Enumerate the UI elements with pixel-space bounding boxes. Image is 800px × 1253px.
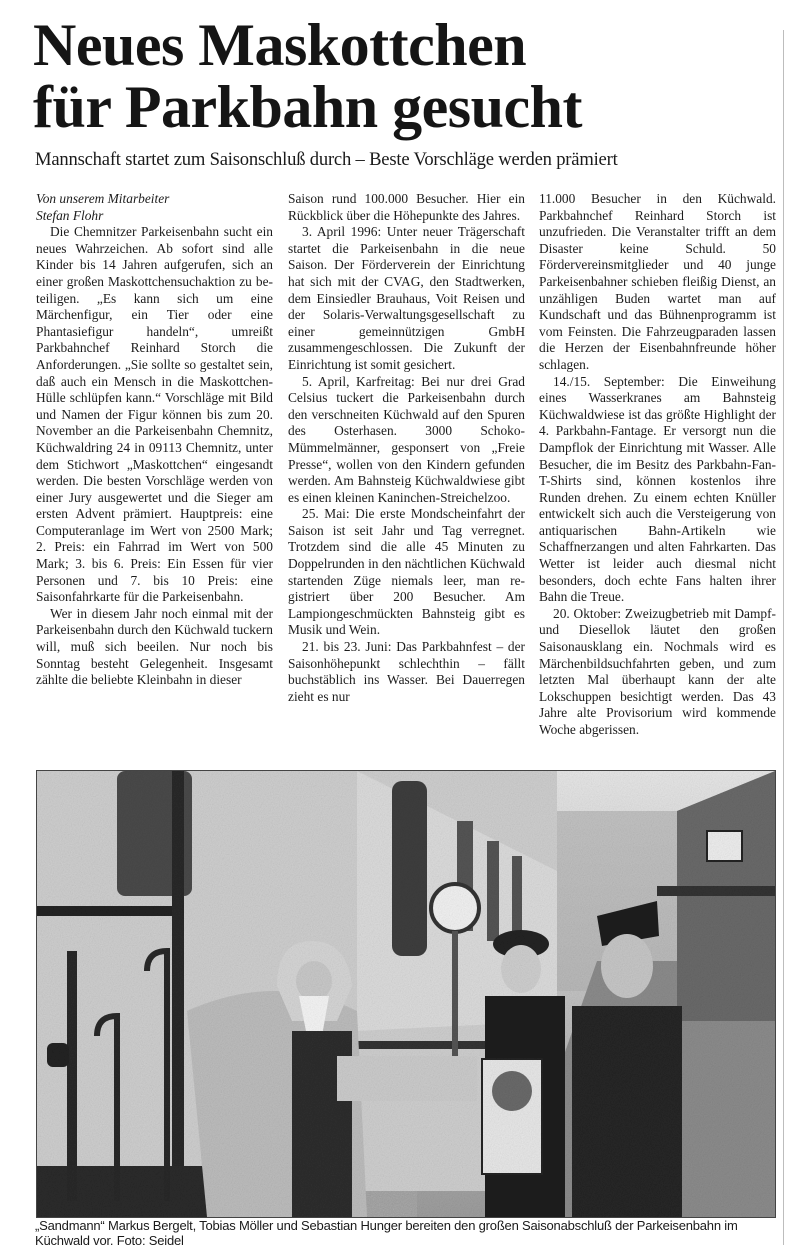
headline: [33, 14, 773, 138]
page-edge-divider: [783, 30, 784, 1245]
paragraph: Die Chemnitzer Parkeisenbahn sucht ein neues Wahrzeichen. Ab sofort sind alle Kinder bis 14 Jahren aufgerufen, sich an einer großen Maskottchensuchaktion zu beteiligen. „Es kann sich um eine Märchenfigur, ein Tier oder eine Phantasiefigur handeln“, umreißt Parkbahnchef Reinhard Storch die Anforderungen. „Sie sollte so gestaltet sein, daß auch ein Mensch in die Maskottchen-Hülle schlüpfen kann.“ Vorschläge mit Bild und Namen der Figur können bis zum 20. November an die Parkeisenbahn Chemnitz, Küchwaldring 24 in 09113 Chemnitz, unter dem Stichwort „Maskottchen“ eingesandt werden. Die besten Vorschläge werden von einer Jury ausgewertet und die Sieger am ersten Advent prämiert. Hauptpreis: eine Computeranlage im Wert von 2500 Mark; 2. Preis: ein Fahrrad im Wert von 500 Mark; 3. bis 6. Preis: Ein Essen für vier Personen und 7. bis 10 Preis: eine Saisonfahrkarte für die Parkeisenbahn.: [36, 224, 273, 605]
article-body: [36, 191, 776, 751]
column-1: [36, 191, 273, 689]
headline-line-1: Neues Maskottchen: [33, 12, 527, 78]
byline-author: Stefan Flohr: [36, 207, 104, 223]
column-3: [539, 191, 776, 739]
paragraph: 3. April 1996: Unter neuer Trägerschaft startet die Parkeisenbahn in die neue Saison. Der Förderverein der Einrichtung hat sich mit der CVAG, den Stadtwerken, dem Einsiedler Brauhaus, Voit Reisen und der Solaris-Verwaltungsgesellschaft zu einer gemeinnützigen GmbH zusammengeschlossen. Die Zukunft der Einrichtung ist somit gesichert.: [288, 224, 525, 372]
paragraph: 14./15. September: Die Einweihung eines Wasserkranes am Bahnsteig Küchwaldwiese ist das größte Highlight der 4. Parkbahn-Fantage. Er versorgt nun die Dampflok der Einrichtung mit Wasser. Alle Besucher, die im Besitz des Parkbahn-Fan-T-Shirts sind, können kostenlos ihre Runden drehen. Zu einem echten Knüller entwickelt sich auch die Versteigerung von antiquarischen Bahn-Artikeln wie Schaffnerzangen und alten Fahrkarten. Das Wetter ist leider auch diesmal nicht besonders, doch echte Fans halten ihrer Bahn die Treue.: [539, 373, 776, 605]
paragraph: 5. April, Karfreitag: Bei nur drei Grad Celsius tuckert die Parkeisenbahn durch den verschneiten Küchwald auf den Spuren des Osterhasen. 3000 Schoko-Mümmelmänner, gesponsert von „Freie Presse“, wollen von den Kindern gefunden werden. Am Bahnsteig Küchwaldwiese gibt es einen kleinen Kaninchen-Streichelzoo.: [288, 373, 525, 505]
signal-disk: [431, 884, 479, 932]
paragraph: 25. Mai: Die erste Mondscheinfahrt der Saison ist seit Jahr und Tag verregnet. Trotzdem sind die alle 45 Minuten zu Doppelrunden in den nächtlichen Küchwald startenden Züge niemals leer, man registriert über 200 Besucher. Am Lampiongeschmückten Bahnsteig gibt es Musik und Wein.: [288, 506, 525, 638]
clock-icon: [707, 831, 742, 861]
article-photo: [36, 770, 776, 1218]
paragraph: 20. Oktober: Zweizugbetrieb mit Dampf- und Diesellok läutet den großen Saisonausklang ein. Nochmals wird es Märchenbildsuchfahrten geben, und zum letzten Mal überhaupt kann der alte Lokschuppen besichtigt werden. Das 43 Jahre alte Provisorium wird kommende Woche abgerissen.: [539, 605, 776, 737]
subheadline: Mannschaft startet zum Saisonschluß durch – Beste Vorschläge werden prämiert: [35, 149, 618, 170]
column-2: [288, 191, 525, 705]
paragraph: 11.000 Besucher in den Küchwald. Parkbahnchef Reinhard Storch ist unzufrieden. Die Veranstalter trifft an dem Disaster keine Schuld. 50 Fördervereinsmitglieder und 40 junge Parkeisenbahner schieben fleißig Dienst, an unzähligen Buden wartet man auf Kundschaft und das Bühnenprogramm ist vom Feinsten. Die Fahrzeugparaden lassen die Herzen der Eisenbahnfreunde höher schlagen.: [539, 191, 776, 372]
boy-face: [601, 934, 653, 998]
boy-face: [501, 945, 541, 993]
paragraph: 21. bis 23. Juni: Das Parkbahnfest – der Saisonhöhepunkt schlechthin – fällt buchstäblich ins Wasser. Bei Dauerregen zieht es nur: [288, 639, 525, 704]
paragraph: Saison rund 100.000 Besucher. Hier ein Rückblick über die Höhepunkte des Jahres.: [288, 191, 525, 223]
paragraph: Wer in diesem Jahr noch einmal mit der Parkeisenbahn durch den Küchwald tuckern will, muß sich beeilen. Nur noch bis Sonntag besteht Gelegenheit. Insgesamt zählte die beliebte Kleinbahn in dieser: [36, 605, 273, 688]
byline: [36, 191, 273, 224]
photo-train-station-icon: [37, 771, 775, 1217]
photo-caption: „Sandmann“ Markus Bergelt, Tobias Möller und Sebastian Hunger bereiten den großen Saisonabschluß der Parkeisenbahn im Küchwald vor. Foto: Seidel: [35, 1218, 738, 1248]
byline-role: Von unserem Mitarbeiter: [36, 191, 170, 206]
headline-line-2: für Parkbahn gesucht: [33, 74, 582, 140]
